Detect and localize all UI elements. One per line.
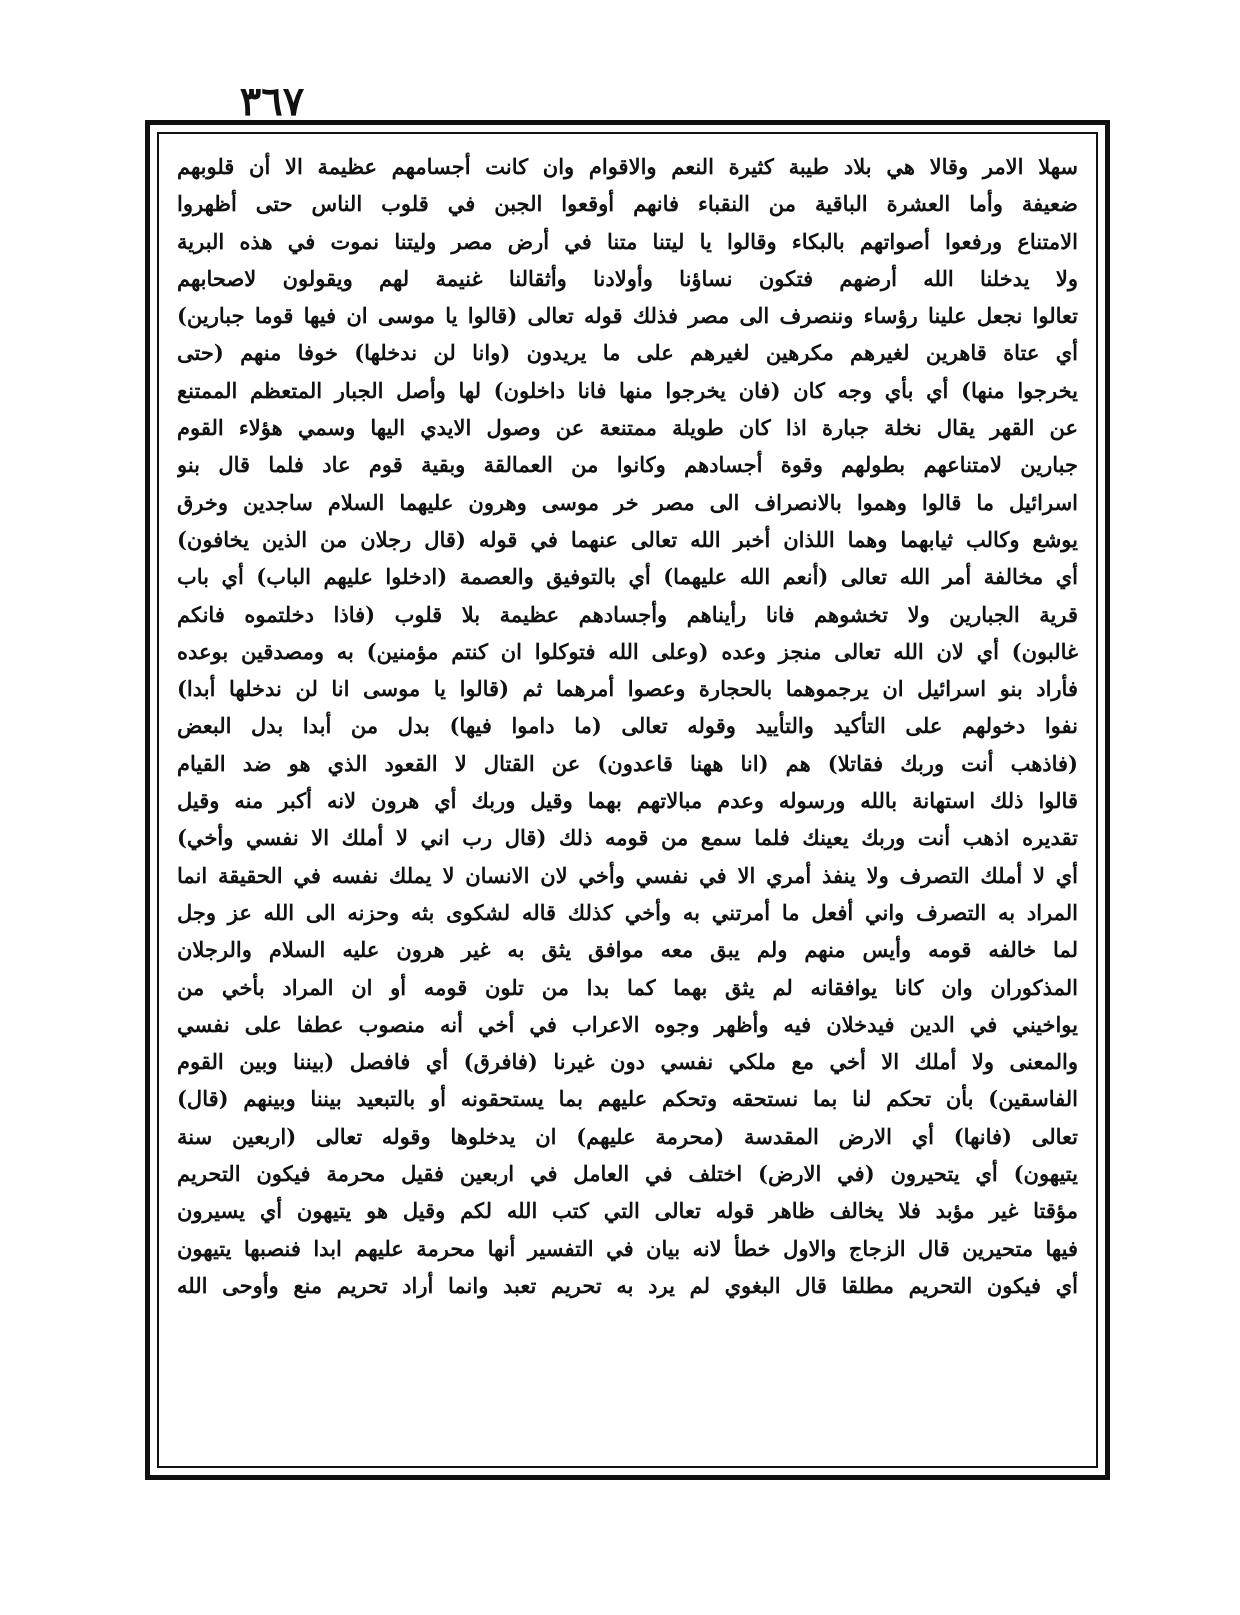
- text-line: لما خالفه قومه وأيس منهم ولم يبق معه موافق يثق به غير هرون عليه السلام والرجلان: [177, 937, 1078, 963]
- text-body: [177, 148, 1078, 1450]
- text-line: يواخيني في الدين فيدخلان فيه وأظهر وجوه الاعراب في أخي أنه منصوب عطفا على نفسي: [177, 1011, 1078, 1037]
- text-line: أي لا أملك التصرف ولا ينفذ أمري الا في نفسي وأخي لان الانسان لا يملك نفسه في الحقيقة انما: [177, 862, 1078, 888]
- text-line: المراد به التصرف واني أفعل ما أمرتني به وأخي كذلك قاله لشكوى بثه وحزنه الى الله عز وجل: [177, 899, 1078, 925]
- text-line: فأراد بنو اسرائيل ان يرجموهما بالحجارة وعصوا أمرهما ثم (قالوا يا موسى انا لن ندخلها أبدا): [177, 676, 1078, 702]
- text-line: يتيهون) أي يتحيرون (في الارض) اختلف في العامل في اربعين فقيل محرمة فيكون التحريم: [177, 1161, 1078, 1187]
- text-line: مؤقتا غير مؤبد فلا يخالف ظاهر قوله تعالى التي كتب الله لكم وقيل هو يتيهون أي يسيرون: [177, 1198, 1078, 1224]
- text-line: عن القهر يقال نخلة جبارة اذا كان طويلة ممتنعة عن وصول الايدي اليها وسمي هؤلاء القوم: [177, 415, 1078, 441]
- text-line: والمعنى ولا أملك الا أخي مع ملكي نفسي دون غيرنا (فافرق) أي فافصل (بيننا وبين القوم: [177, 1049, 1078, 1075]
- inner-border: [157, 132, 1098, 1468]
- text-line: المذكوران وان كانا يوافقانه لم يثق بهما كما بدا من تلون قومه أو ان المراد بأخي من: [177, 974, 1078, 1000]
- text-line: نفوا دخولهم على التأكيد والتأييد وقوله تعالى (ما داموا فيها) بدل من أبدا بدل البعض: [177, 713, 1078, 739]
- text-line: قرية الجبارين ولا تخشوهم فانا رأيناهم وأجسادهم عظيمة بلا قلوب (فاذا دخلتموه فانكم: [177, 601, 1078, 627]
- text-frame: [145, 120, 1110, 1480]
- text-line: غالبون) أي لان الله تعالى منجز وعده (وعلى الله فتوكلوا ان كنتم مؤمنين) به ومصدقين بوعده: [177, 638, 1078, 664]
- text-line: تعالى (فانها) أي الارض المقدسة (محرمة عليهم) ان يدخلوها وقوله تعالى (اربعين سنة: [177, 1123, 1078, 1149]
- text-line: اسرائيل ما قالوا وهموا بالانصراف الى مصر خر موسى وهرون عليهما السلام ساجدين وخرق: [177, 489, 1078, 515]
- text-line: قالوا ذلك استهانة بالله ورسوله وعدم مبالاتهم بهما وقيل وربك أي هرون لانه أكبر منه وقيل: [177, 788, 1078, 814]
- text-line: أي فيكون التحريم مطلقا قال البغوي لم يرد به تحريم تعبد وانما أراد تحريم منع وأوحى الله: [177, 1272, 1078, 1298]
- text-line: سهلا الامر وقالا هي بلاد طيبة كثيرة النعم والاقوام وان كانت أجسامهم عظيمة الا أن قلوبهم: [177, 154, 1078, 179]
- text-line: يوشع وكالب ثيابهما وهما اللذان أخبر الله تعالى عنهما في قوله (قال رجلان من الذين يخافون): [177, 526, 1078, 552]
- text-line: الامتناع ورفعوا أصواتهم بالبكاء وقالوا يا ليتنا متنا في أرض مصر وليتنا نموت في هذه البرية: [177, 228, 1078, 254]
- text-line: أي مخالفة أمر الله تعالى (أنعم الله عليهما) أي بالتوفيق والعصمة (ادخلوا عليهم الباب) أي باب: [177, 564, 1078, 590]
- page-number: ٣٦٧: [239, 78, 305, 125]
- text-line: تقديره اذهب أنت وربك يعينك فلما سمع من قومه ذلك (قال رب اني لا أملك الا نفسي وأخي): [177, 825, 1078, 851]
- text-line: تعالوا نجعل علينا رؤساء وننصرف الى مصر فذلك قوله تعالى (قالوا يا موسى ان فيها قوما جبارين): [177, 303, 1078, 329]
- text-line: ولا يدخلنا الله أرضهم فتكون نساؤنا وأولادنا وأثقالنا غنيمة لهم ويقولون لاصحابهم: [177, 265, 1078, 291]
- text-line: فيها متحيرين قال الزجاج والاول خطأ لانه بيان في التفسير أنها محرمة عليهم ابدا فنصبها يتيهون: [177, 1235, 1078, 1261]
- text-line: ضعيفة وأما العشرة الباقية من النقباء فانهم أوقعوا الجبن في قلوب الناس حتى أظهروا: [177, 191, 1078, 217]
- text-line: جبارين لامتناعهم بطولهم وقوة أجسادهم وكانوا من العمالقة وبقية قوم عاد فلما قال بنو: [177, 452, 1078, 478]
- text-line: الفاسقين) بأن تحكم لنا بما نستحقه وتحكم عليهم بما يستحقونه أو بالتبعيد بيننا وبينهم (قال): [177, 1086, 1078, 1112]
- text-line: أي عتاة قاهرين لغيرهم مكرهين لغيرهم على ما يريدون (وانا لن ندخلها) خوفا منهم (حتى: [177, 340, 1078, 366]
- text-line: يخرجوا منها) أي بأي وجه كان (فان يخرجوا منها فانا داخلون) لها وأصل الجبار المتعظم الممتنع: [177, 377, 1078, 403]
- text-line: (فاذهب أنت وربك فقاتلا) هم (انا ههنا قاعدون) عن القتال لا القعود الذي هو ضد القيام: [177, 750, 1078, 776]
